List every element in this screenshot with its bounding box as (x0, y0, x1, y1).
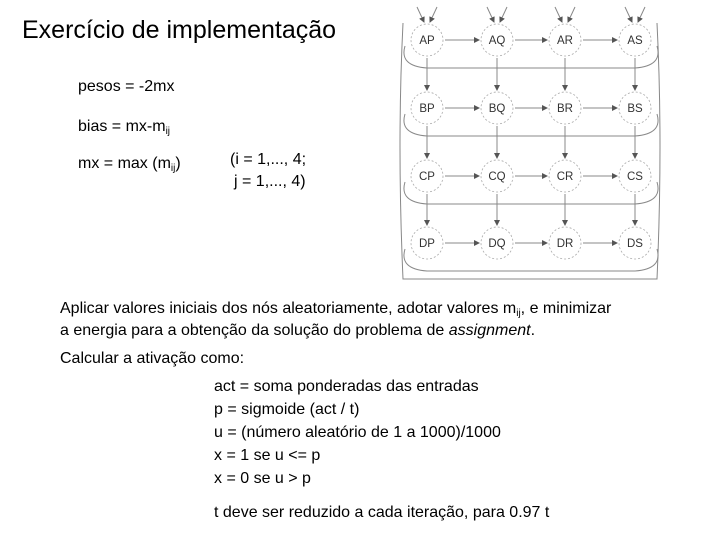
instruction-line-1-text: Aplicar valores iniciais dos nós aleatoriamente, adotar valores m (60, 300, 517, 317)
neuron-node (549, 24, 581, 56)
mx-formula (78, 155, 181, 174)
formula-u: u = (número aleatório de 1 a 1000)/1000 (214, 424, 501, 441)
instruction-line-1-end: , e minimizar (520, 300, 612, 317)
neuron-label: CP (419, 171, 435, 183)
neuron-label: AP (419, 35, 435, 47)
neuron-label: BP (419, 103, 435, 115)
neuron-node (549, 160, 581, 192)
temperature-note: t deve ser reduzido a cada iteração, para 0.97 t (214, 504, 550, 521)
row-loop (404, 182, 658, 204)
hopfield-network-diagram (395, 3, 665, 285)
bias-subscript: ij (165, 126, 171, 137)
neuron-node (411, 92, 443, 124)
mx-text: mx = max (m (78, 155, 171, 172)
formula-x0: x = 0 se u > p (214, 470, 311, 487)
neuron-label: DP (419, 238, 435, 250)
instruction-line-2 (60, 320, 535, 342)
input-link (500, 7, 507, 22)
neuron-label: AS (627, 35, 643, 47)
neuron-node (619, 24, 651, 56)
slide-title: Exercício de implementação (22, 16, 337, 44)
neuron-label: BR (557, 103, 573, 115)
row-loop (404, 114, 658, 136)
row-loop (404, 249, 658, 271)
neuron-label: CQ (488, 171, 506, 183)
input-link (417, 7, 424, 22)
input-link (555, 7, 562, 22)
range-j: j = 1,..., 4) (234, 173, 306, 190)
instruction-line-2-end: . (530, 322, 536, 339)
range-i: (i = 1,..., 4; (230, 151, 307, 168)
row-loop (404, 46, 658, 68)
neuron-node (481, 160, 513, 192)
formula-p: p = sigmoide (act / t) (214, 401, 360, 418)
neuron-label: AQ (488, 35, 506, 47)
instruction-line-2-text: a energia para a obtenção da solução do problema de (60, 322, 449, 339)
mx-close: ) (175, 155, 181, 172)
neuron-node (549, 227, 581, 259)
input-link (568, 7, 575, 22)
neuron-label: BQ (488, 103, 506, 115)
weights-formula: pesos = -2mx (78, 78, 175, 95)
neuron-label: CR (556, 171, 574, 183)
bias-formula (78, 118, 170, 137)
neuron-node (619, 160, 651, 192)
neuron-node (481, 227, 513, 259)
mx-subscript: ij (170, 163, 176, 174)
neuron-node (481, 92, 513, 124)
neuron-label: DQ (488, 238, 506, 250)
neuron-node (411, 227, 443, 259)
calc-heading: Calcular a ativação como: (60, 350, 245, 367)
formula-x1: x = 1 se u <= p (214, 447, 321, 464)
neuron-label: AR (557, 35, 573, 47)
neuron-node (411, 24, 443, 56)
neuron-node (481, 24, 513, 56)
input-link (430, 7, 437, 22)
neuron-node (619, 227, 651, 259)
neuron-node (411, 160, 443, 192)
neuron-label: CS (627, 171, 643, 183)
input-link (638, 7, 645, 22)
bias-text: bias = mx-m (78, 118, 166, 135)
formula-act: act = soma ponderadas das entradas (214, 378, 479, 395)
neuron-label: DR (556, 238, 574, 250)
neuron-label: DS (627, 238, 643, 250)
neuron-node (619, 92, 651, 124)
instruction-subscript: ij (516, 308, 521, 319)
neuron-label: BS (627, 103, 643, 115)
input-link (625, 7, 632, 22)
input-link (487, 7, 494, 22)
neuron-node (549, 92, 581, 124)
assignment-term: assignment (448, 322, 531, 339)
